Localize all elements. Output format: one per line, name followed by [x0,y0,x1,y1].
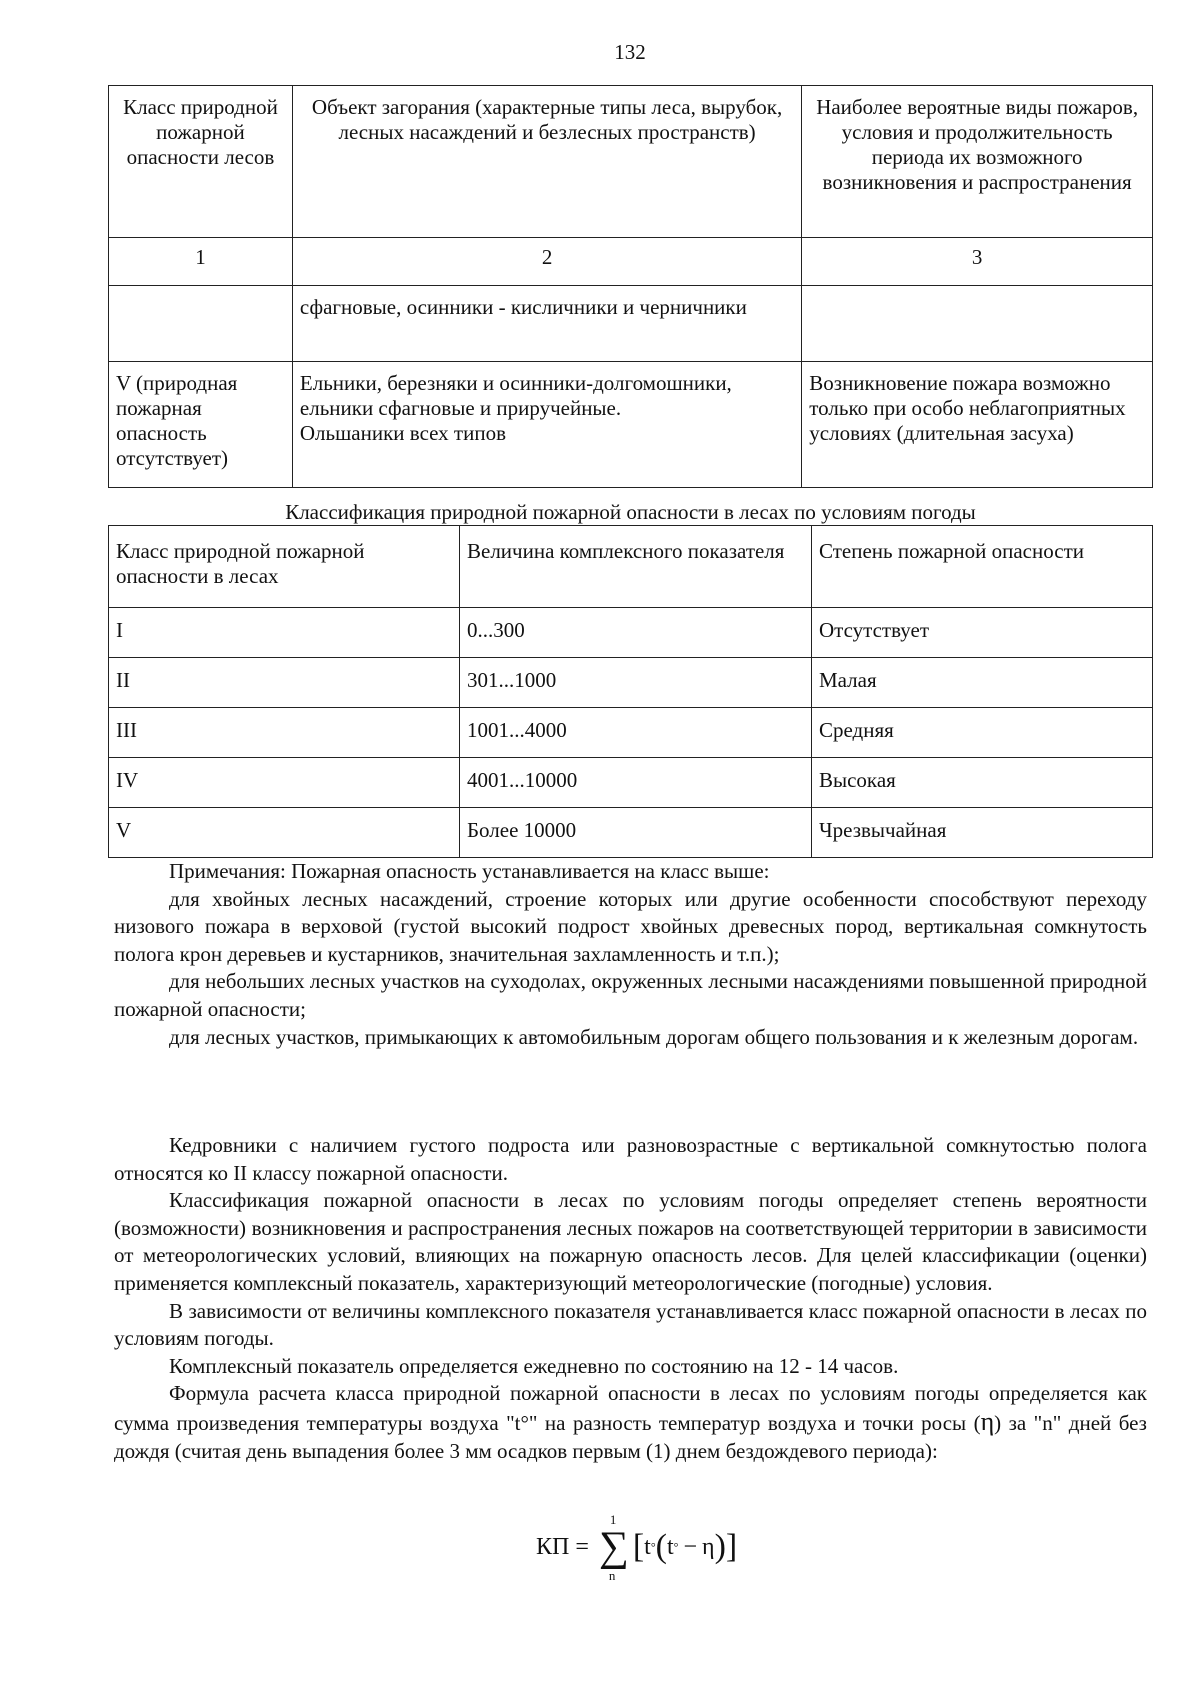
table-cell: Отсутствует [812,608,1153,658]
header-cell: Объект загорания (характерные типы леса, вырубок, лесных насаждений и безлесных пространств) [292,86,801,238]
notes-block [114,858,1147,1051]
paragraph: Комплексный показатель определяется ежедневно по состоянию на 12 - 14 часов. [169,1353,899,1378]
table-cell: Более 10000 [460,808,812,858]
sigma-symbol: ∑ [598,1524,629,1570]
table-cell: 1001...4000 [460,708,812,758]
bracket-open: [ [632,1528,645,1565]
note-item: для лесных участков, примыкающих к автомобильным дорогам общего пользования и к железным дорогам. [169,1024,1139,1049]
table-cell: II [109,658,460,708]
table-cell: V [109,808,460,858]
table-cell: IV [109,758,460,808]
column-number: 1 [109,238,293,286]
cell-line: Ельники, березняки и осинники-долгомошники, ельники сфагновые и приручейные. [299,371,732,420]
formula-lhs: КП [536,1533,570,1560]
table-row [109,362,1153,488]
table2-title: Классификация природной пожарной опасности в лесах по условиям погоды [285,500,976,524]
notes-intro: Примечания: Пожарная опасность устанавливается на класс выше: [169,859,770,883]
fire-hazard-class-table [108,85,1153,488]
table-cell: сфагновые, осинники - кисличники и черничники [292,286,801,362]
header-cell: Класс природной пожарной опасности лесов [109,86,293,238]
table-header-row [109,526,1153,608]
header-cell: Наиболее вероятные виды пожаров, условия и продолжительность периода их возможного возникновения и распространения [802,86,1153,238]
paren-open: ( [655,1528,667,1565]
table-cell: III [109,708,460,758]
formula-t: t [644,1533,651,1560]
eta-symbol: η [980,1406,995,1436]
table-cell: Средняя [812,708,1153,758]
paragraph: Кедровники с наличием густого подроста или разновозрастные с вертикальной сомкнутостью полога относятся ко II классу пожарной опасности. [114,1133,1147,1185]
note-item: для хвойных лесных насаждений, строение которых или другие особенности способствуют переходу низового пожара в верховой (густой высокий подрост хвойных древесных пород, вертикальная сомкнутость полога крон деревьев и кустарников, значительная захламленность и т.п.); [114,886,1147,966]
table-row [109,708,1153,758]
paragraph: В зависимости от величины комплексного показателя устанавливается класс пожарной опасности в лесах по условиям погоды. [114,1298,1147,1351]
header-cell: Величина комплексного показателя [460,526,812,608]
weather-fire-hazard-table [108,525,1153,858]
table-cell: I [109,608,460,658]
table-cell: Чрезвычайная [812,808,1153,858]
paragraph-part: ) за "n" дней без дождя (считая день выпадения более 3 мм осадков первым (1) днем бездождевого периода): [114,1410,1147,1463]
column-number-row [109,238,1153,286]
table-row [109,608,1153,658]
paragraph: Классификация пожарной опасности в лесах по условиям погоды определяет степень вероятности (возможности) возникновения и распространения лесных пожаров на соответствующей территории в зависимости от метеорологических условий, влияющих на пожарную опасность лесов. Для целей классификации (оценки) применяется комплексный показатель, характеризующий метеорологические (погодные) условия. [114,1188,1147,1295]
table-cell [292,362,801,488]
header-cell: Класс природной пожарной опасности в лесах [109,526,460,608]
table-cell: Малая [812,658,1153,708]
table-cell: Высокая [812,758,1153,808]
formula-equals: = [575,1533,589,1560]
formula-degree: ° [650,1539,656,1554]
formula-minus: − [683,1533,698,1560]
cell-line: Ольшаники всех типов [299,421,507,445]
column-number: 2 [292,238,801,286]
paragraph [114,1380,1147,1465]
formula [536,1512,738,1583]
sum-lower-limit: n [608,1568,616,1583]
sum-upper-limit: 1 [609,1512,617,1527]
paren-close: ) [714,1528,726,1565]
bracket-close: ] [725,1528,738,1565]
table-header-row [109,86,1153,238]
column-number: 3 [802,238,1153,286]
table-row [109,758,1153,808]
note-item: для небольших лесных участков на суходолах, окруженных лесными насаждениями повышенной природной пожарной опасности; [114,969,1147,1021]
table-cell: V (природная пожарная опасность отсутствует) [109,362,293,488]
table-row [109,658,1153,708]
formula-eta: η [702,1533,715,1560]
table-cell: Возникновение пожара возможно только при особо неблагоприятных условиях (длительная засуха) [802,362,1153,488]
table-row [109,286,1153,362]
header-cell: Степень пожарной опасности [812,526,1153,608]
table-cell [802,286,1153,362]
formula-degree: ° [673,1539,679,1554]
sum-operator [598,1512,629,1583]
body-text [114,1132,1147,1465]
table-cell: 0...300 [460,608,812,658]
table-cell: 4001...10000 [460,758,812,808]
page-number: 132 [614,40,646,64]
formula-t: t [666,1533,674,1560]
table-cell [109,286,293,362]
table-cell: 301...1000 [460,658,812,708]
paragraph-part: Формула расчета класса природной пожарной опасности в лесах по условиям погоды определяется как сумма произведения температуры воздуха "t°" на разность температур воздуха и точки росы ( [114,1381,1147,1435]
table-row [109,808,1153,858]
